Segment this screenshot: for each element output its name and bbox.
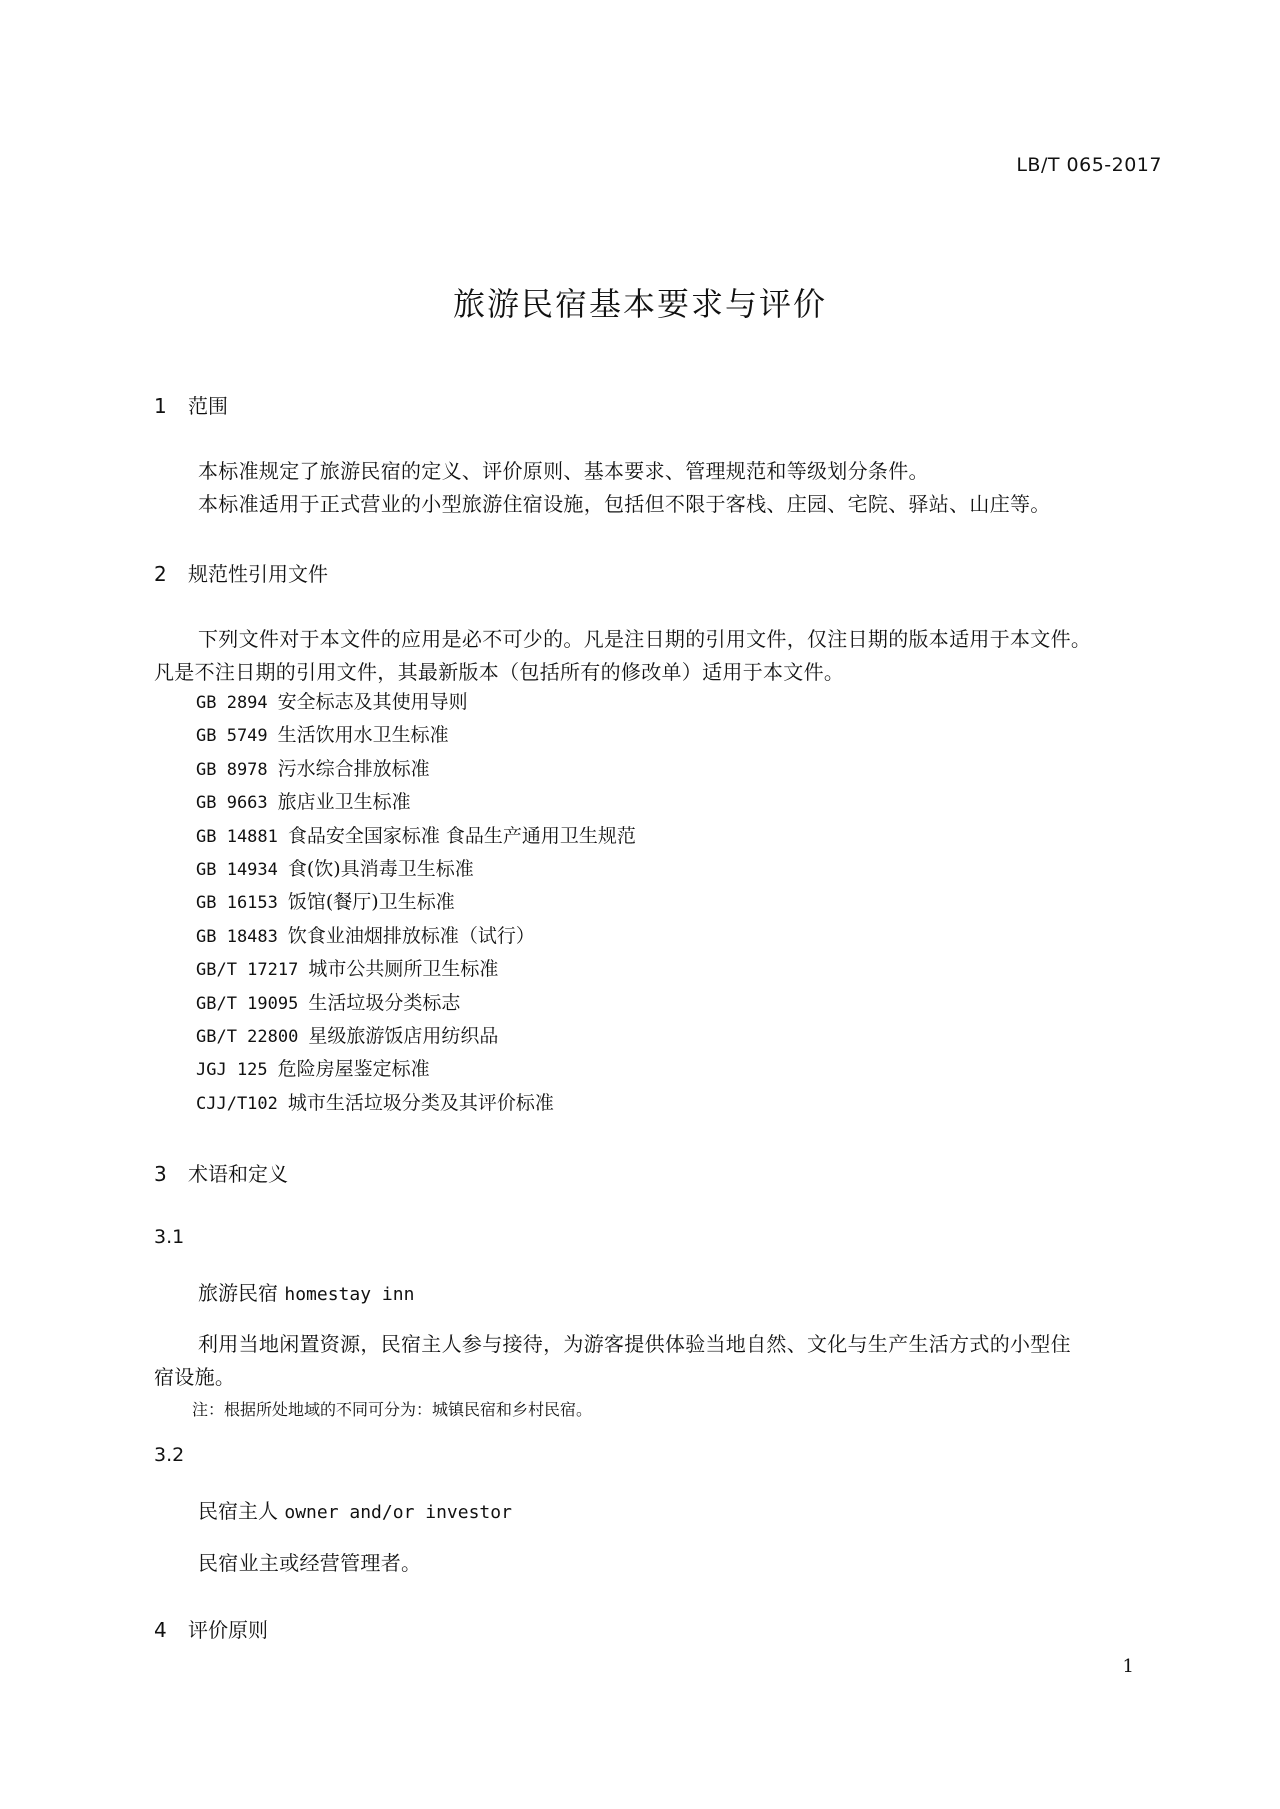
reference-title: 食(饮)具消毒卫生标准 (287, 857, 474, 880)
reference-title: 危险房屋鉴定标准 (277, 1058, 430, 1081)
clause-3-2-number: 3.2 (154, 1444, 185, 1466)
scope-paragraph-1: 本标准规定了旅游民宿的定义、评价原则、基本要求、管理规范和等级划分条件。 (198, 459, 929, 483)
reference-item (196, 853, 636, 886)
reference-item (196, 719, 636, 752)
standard-code: LB/T 065-2017 (1016, 154, 1162, 176)
reference-item (196, 886, 636, 919)
definition-3-1-line-2: 宿设施。 (154, 1365, 236, 1389)
reference-code: CJJ/T102 (196, 1093, 278, 1114)
references-intro-line-1: 下列文件对于本文件的应用是必不可少的。凡是注日期的引用文件，仅注日期的版本适用于本文件。 (198, 627, 1092, 651)
reference-item (196, 753, 636, 786)
reference-code: GB 14881 (196, 826, 278, 847)
section-3-heading (154, 1158, 288, 1187)
reference-code: GB 14934 (196, 859, 278, 880)
reference-item (196, 1087, 636, 1120)
reference-title: 饭馆(餐厅)卫生标准 (287, 891, 455, 914)
reference-title: 旅店业卫生标准 (277, 791, 411, 814)
reference-title: 污水综合排放标准 (277, 757, 430, 780)
section-title: 评价原则 (188, 1618, 268, 1642)
term-english: homestay inn (284, 1284, 415, 1305)
definition-3-1-note: 注：根据所处地域的不同可分为：城镇民宿和乡村民宿。 (192, 1400, 593, 1419)
reference-code: GB/T 19095 (196, 993, 299, 1014)
section-title: 规范性引用文件 (188, 562, 328, 586)
references-intro-line-2: 凡是不注日期的引用文件，其最新版本（包括所有的修改单）适用于本文件。 (154, 660, 845, 684)
section-4-heading (154, 1614, 268, 1643)
section-1-heading (154, 390, 228, 419)
reference-item (196, 786, 636, 819)
reference-title: 生活垃圾分类标志 (308, 991, 461, 1014)
term-chinese: 旅游民宿 (198, 1281, 278, 1305)
page-number: 1 (1122, 1656, 1134, 1677)
section-number: 4 (154, 1618, 167, 1642)
reference-item (196, 1053, 636, 1086)
term-3-2 (198, 1495, 512, 1524)
term-english: owner and/or investor (284, 1502, 512, 1523)
section-2-heading (154, 558, 328, 587)
section-number: 1 (154, 394, 167, 418)
reference-title: 安全标志及其使用导则 (277, 691, 468, 713)
reference-item (196, 987, 636, 1020)
reference-code: JGJ 125 (196, 1060, 268, 1081)
section-title: 术语和定义 (188, 1162, 288, 1186)
term-3-1 (198, 1277, 414, 1306)
section-number: 3 (154, 1162, 167, 1186)
document-title: 旅游民宿基本要求与评价 (452, 285, 827, 323)
reference-code: GB 18483 (196, 926, 278, 947)
definition-3-1-line-1: 利用当地闲置资源，民宿主人参与接待，为游客提供体验当地自然、文化与生产生活方式的小型住 (198, 1332, 1071, 1356)
reference-code: GB 2894 (196, 693, 268, 713)
reference-title: 星级旅游饭店用纺织品 (308, 1024, 499, 1047)
reference-item (196, 820, 636, 853)
reference-title: 饮食业油烟排放标准（试行） (287, 924, 535, 947)
reference-code: GB 9663 (196, 793, 268, 814)
clause-3-1-number: 3.1 (154, 1226, 185, 1248)
reference-code: GB/T 17217 (196, 960, 299, 981)
reference-item (196, 686, 636, 719)
reference-item (196, 1020, 636, 1053)
normative-references-list (196, 686, 636, 1120)
reference-title: 城市公共厕所卫生标准 (308, 958, 499, 981)
section-number: 2 (154, 562, 167, 586)
scope-paragraph-2: 本标准适用于正式营业的小型旅游住宿设施，包括但不限于客栈、庄园、宅院、驿站、山庄等。 (198, 492, 1051, 516)
reference-code: GB/T 22800 (196, 1026, 299, 1047)
reference-item (196, 953, 636, 986)
reference-title: 城市生活垃圾分类及其评价标准 (287, 1091, 554, 1114)
reference-code: GB 16153 (196, 893, 278, 914)
reference-item (196, 920, 636, 953)
definition-3-2: 民宿业主或经营管理者。 (198, 1551, 422, 1575)
reference-code: GB 8978 (196, 759, 268, 780)
reference-title: 生活饮用水卫生标准 (277, 724, 449, 747)
reference-code: GB 5749 (196, 726, 268, 747)
term-chinese: 民宿主人 (198, 1499, 278, 1523)
reference-title: 食品安全国家标准 食品生产通用卫生规范 (287, 824, 636, 847)
section-title: 范围 (188, 394, 228, 418)
